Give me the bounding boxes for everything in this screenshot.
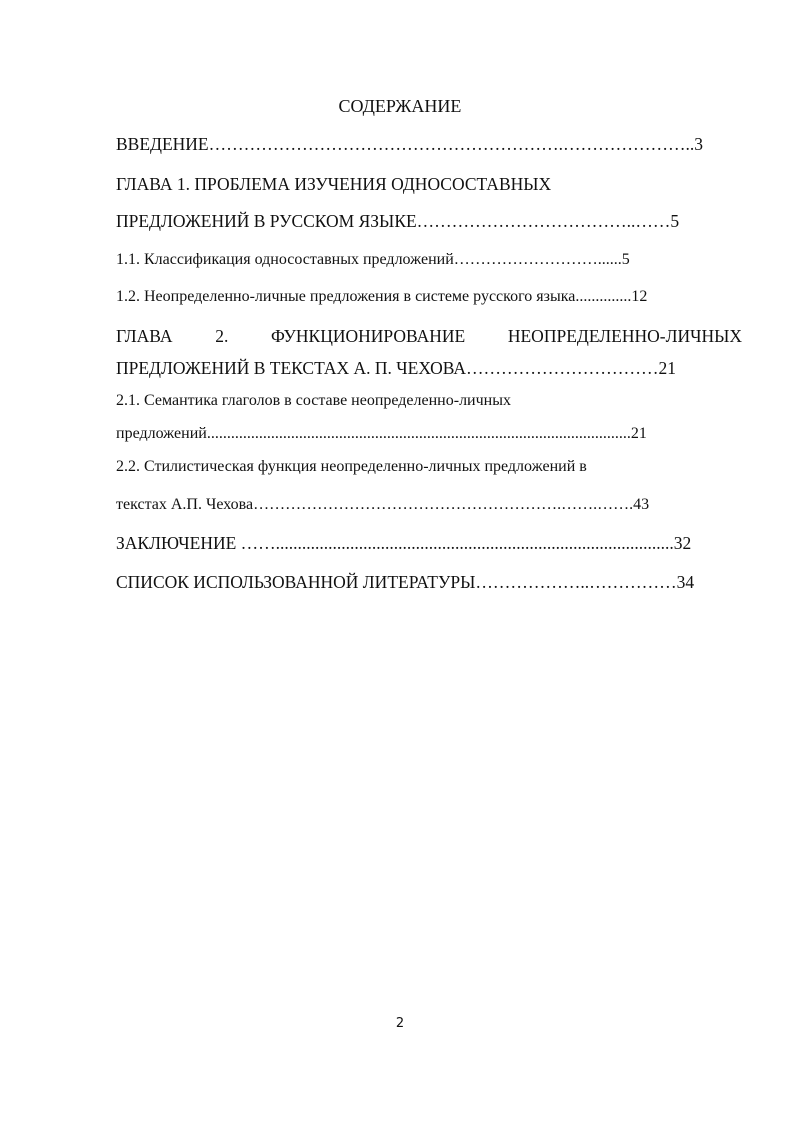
toc-entry-section-2-1-line2: предложений..........................................................................................................21 [116, 425, 647, 442]
toc-word: ГЛАВА [116, 326, 173, 346]
toc-entry-intro: ВВЕДЕНИЕ…………………………………………………….…………………..3 [116, 134, 704, 154]
page-title: СОДЕРЖАНИЕ [338, 96, 462, 116]
toc-word: НЕОПРЕДЕЛЕННО-ЛИЧНЫХ [507, 326, 742, 346]
toc-entry-section-2-2-line2: текстах А.П. Чехова………………………………………………….…….…….43 [116, 496, 650, 513]
toc-entry-section-2-1-line1: 2.1. Семантика глаголов в составе неопределенно-личных [116, 392, 511, 409]
toc-entry-section-2-2-line1: 2.2. Стилистическая функция неопределенно-личных предложений в [116, 458, 587, 475]
toc-entry-chapter1-line1: ГЛАВА 1. ПРОБЛЕМА ИЗУЧЕНИЯ ОДНОСОСТАВНЫХ [116, 174, 552, 194]
toc-entry-chapter2-line1 [116, 326, 742, 347]
toc-word: ФУНКЦИОНИРОВАНИЕ [271, 326, 466, 346]
toc-entry-references: СПИСОК ИСПОЛЬЗОВАННОЙ ЛИТЕРАТУРЫ………………..……………34 [116, 572, 695, 592]
toc-entry-chapter1-line2: ПРЕДЛОЖЕНИЙ В РУССКОМ ЯЗЫКЕ………………………………..……5 [116, 211, 680, 231]
toc-entry-chapter2-line2: ПРЕДЛОЖЕНИЙ В ТЕКСТАХ А. П. ЧЕХОВА……………………………21 [116, 358, 676, 378]
toc-entry-section-1-2: 1.2. Неопределенно-личные предложения в системе русского языка..............12 [116, 288, 648, 305]
page-number: 2 [395, 1016, 405, 1031]
toc-entry-section-1-1: 1.1. Классификация односоставных предложений………………………......5 [116, 251, 630, 268]
toc-entry-conclusion: ЗАКЛЮЧЕНИЕ ……...........................................................................................32 [116, 533, 692, 553]
toc-word: 2. [215, 326, 229, 346]
